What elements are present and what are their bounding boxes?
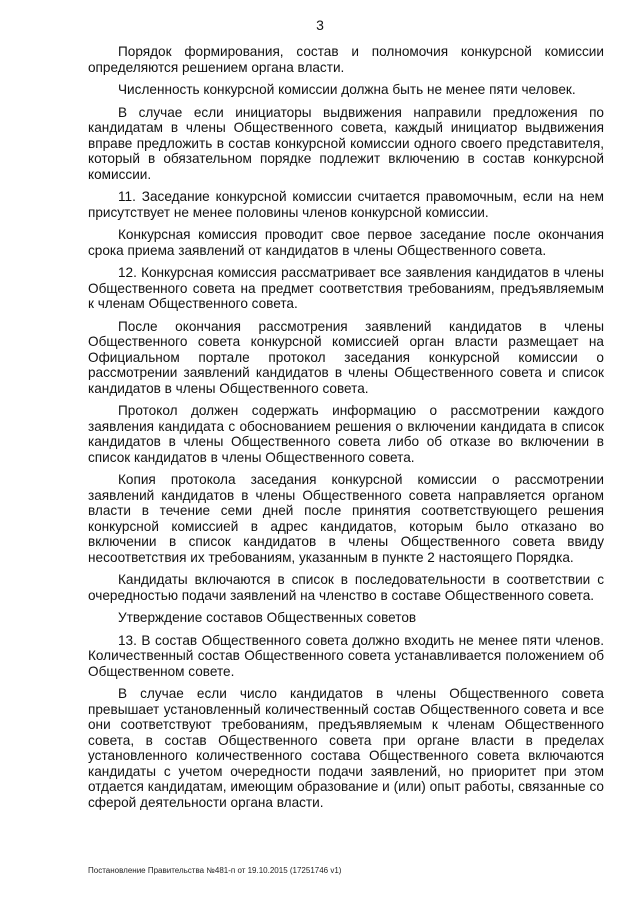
page-number: 3: [316, 17, 324, 33]
document-footer: Постановление Правительства №481-п от 19.10.2015 (17251746 v1): [88, 866, 342, 875]
paragraph: Кандидаты включаются в список в последовательности в соответствии с очередностью подачи заявлений на членство в составе Общественного совета.: [88, 572, 604, 603]
paragraph: В случае если инициаторы выдвижения направили предложения по кандидатам в члены Общественного совета, каждый инициатор выдвижения вправе предложить в состав конкурсной комиссии одного своего представителя, который в обязательном порядке подлежит включению в состав конкурсной комиссии.: [88, 104, 604, 182]
paragraph: 13. В состав Общественного совета должно входить не менее пяти членов. Количественный состав Общественного совета устанавливается положением об Общественном совете.: [88, 632, 604, 679]
paragraph: Копия протокола заседания конкурсной комиссии о рассмотрении заявлений кандидатов в члены Общественного совета направляется органом власти в течение семи дней после принятия соответствующего решения конкурсной комиссией в адрес кандидатов, которым было отказано во включении в список кандидатов в члены Общественного совета ввиду несоответствия их требованиям, указанным в пункте 2 настоящего Порядка.: [88, 472, 604, 565]
paragraph: В случае если число кандидатов в члены Общественного совета превышает установленный количественный состав Общественного совета и все они соответствуют требованиям, предъявляемым к членам Общественного совета, в состав Общественного совета при органе власти в пределах установленного количественного состава Общественного совета включаются кандидаты с учетом очередности подачи заявлений, но приоритет при этом отдается кандидатам, имеющим образование и (или) опыт работы, связанные со сферой деятельности органа власти.: [88, 686, 604, 810]
document-body: [88, 44, 604, 817]
paragraph: 11. Заседание конкурсной комиссии считается правомочным, если на нем присутствует не менее половины членов конкурсной комиссии.: [88, 189, 604, 220]
paragraph: Порядок формирования, состав и полномочия конкурсной комиссии определяются решением органа власти.: [88, 44, 604, 75]
section-heading: Утверждение составов Общественных советов: [118, 610, 417, 625]
paragraph: Численность конкурсной комиссии должна быть не менее пяти человек.: [118, 82, 576, 97]
paragraph: Конкурсная комиссия проводит свое первое заседание после окончания срока приема заявлений от кандидатов в члены Общественного совета.: [88, 227, 604, 258]
paragraph: После окончания рассмотрения заявлений кандидатов в члены Общественного совета конкурсной комиссией орган власти размещает на Официальном портале протокол заседания конкурсной комиссии о рассмотрении заявлений кандидатов в члены Общественного совета и список кандидатов в члены Общественного совета.: [88, 318, 604, 396]
paragraph: 12. Конкурсная комиссия рассматривает все заявления кандидатов в члены Общественного совета на предмет соответствия требованиям, предъявляемым к членам Общественного совета.: [88, 265, 604, 311]
paragraph: Протокол должен содержать информацию о рассмотрении каждого заявления кандидата с обоснованием решения о включении кандидата в список кандидатов в члены Общественного совета либо об отказе во включении в список кандидатов в члены Общественного совета.: [88, 403, 604, 465]
